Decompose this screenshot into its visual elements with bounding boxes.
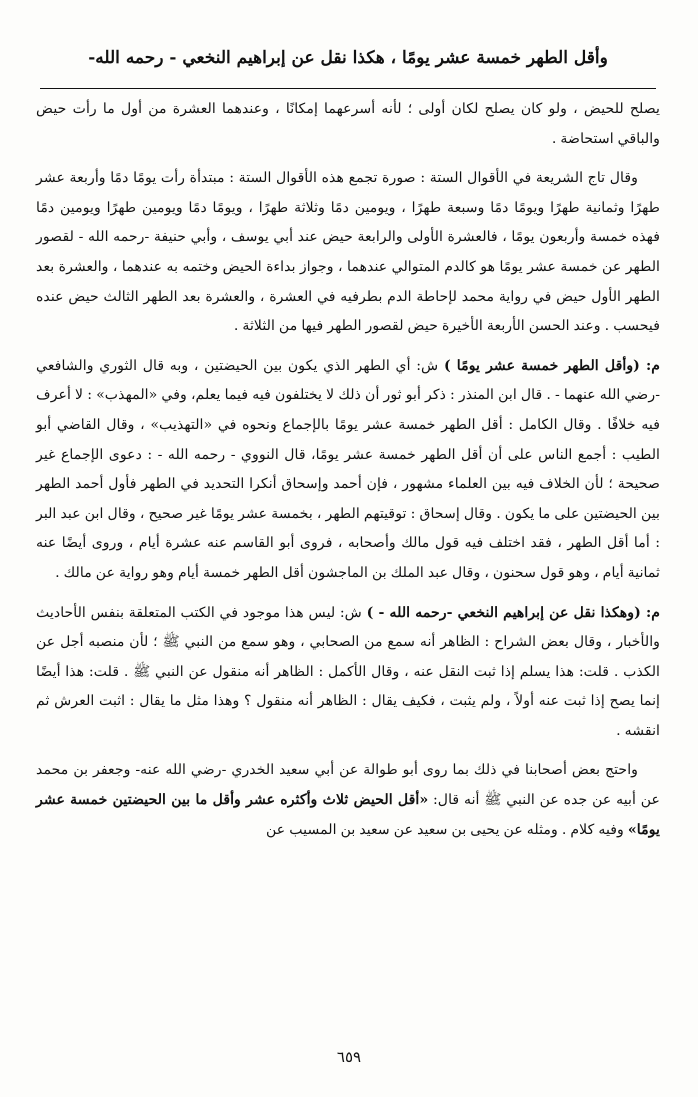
paragraph-4: م: (وهكذا نقل عن إبراهيم النخعي -رحمه الله - ) ش: ليس هذا موجود في الكتب المتعلقة بنفس الأحاديث والأخبار ، وقال بعض الشراح : الظاهر أنه سمع من الصحابي ، وهو سمع من النبي ﷺ ؛ لأن منصبه أجل عن الكذب . قلت: هذا يسلم إذا ثبت النقل عنه ، وقال الأكمل : الظاهر أنه منقول عن النبي ﷺ . قلت: هذا أيضًا إنما يصح إذا ثبت عنه أولاً ، ولم يثبت ، فكيف يقال : الظاهر أنه منقول ؟ وهذا مثل ما يقال : اثبت العرش ثم انقشه . <box>36 604 660 739</box>
matn-quote: م: (وهكذا نقل عن إبراهيم النخعي -رحمه الله - ) <box>366 604 660 621</box>
page-body <box>36 89 660 845</box>
header-title: وأقل الطهر خمسة عشر يومًا ، هكذا نقل عن إبراهيم النخعي - رحمه الله- <box>88 48 608 68</box>
page-number: ٦٥٩ <box>336 1048 362 1066</box>
paragraph-2: وقال تاج الشريعة في الأقوال الستة : صورة تجمع هذه الأقوال الستة : مبتدأة رأت يومًا دمًا وأربعة عشر طهرًا وثمانية طهرًا ويومًا دمًا وسبعة طهرًا ، ويومين دمًا وثلاثة طهرًا ، ويومًا دمًا ويومين طهرًا ويومين دمًا فهذه خمسة وأربعون يومًا ، فالعشرة الأولى والرابعة حيض عند أبي يوسف ، وأبي حنيفة -رحمه الله - لقصور الطهر عن خمسة عشر يومًا هو كالدم المتوالي عندهما ، وجواز بداءة الحيض وختمه به عندهما ، والعشرة بعد الطهر الأول حيض في رواية محمد لإحاطة الدم بطرفيه في العشرة ، والعشرة بعد الطهر الثالث حيض عنده فيحسب . وعند الحسن الأربعة الأخيرة حيض لقصور الطهر فيها من الثلاثة . <box>36 170 660 335</box>
paragraph-3: م: (وأقل الطهر خمسة عشر يومًا ) ش: أي الطهر الذي يكون بين الحيضتين ، وبه قال الثوري والشافعي -رضي الله عنهما - . قال ابن المنذر : ذكر أبو ثور أن ذلك لا يختلفون فيه فيما يعلم، وفي «المهذب» : لا أعرف فيه خلافًا . وقال الكامل : أقل الطهر خمسة عشر يومًا بالإجماع ونحوه في «التهذيب» ، وقال القاضي أبو الطيب : أجمع الناس على أن أقل الطهر خمسة عشر يومًا، قال النووي - رحمه الله - : دعوى الإجماع غير صحيحة ؛ لأن الخلاف فيه بين العلماء مشهور ، فإن أحمد وإسحاق أنكرا التحديد في الطهر فأول أحمد الطهر بين الحيضتين على ما يكون . وقال إسحاق : توقيتهم الطهر ، بخمسة عشر يومًا غير صحيح ، وقال ابن عبد البر : أما أقل الطهر ، فقد اختلف فيه قول مالك وأصحابه ، فروى أبو القاسم عنه عشرة أيام ، وروى أيضًا عنه ثمانية أيام ، وهو قول سحنون ، وقال عبد الملك بن الماجشون أقل الطهر خمسة أيام وهو رواية عن مالك . <box>36 357 661 581</box>
paragraph-5: واحتج بعض أصحابنا في ذلك بما روى أبو طوالة عن أبي سعيد الخدري -رضي الله عنه- وجعفر بن محمد عن أبيه عن جده عن النبي ﷺ أنه قال: «أقل الحيض ثلاث وأكثره عشر وأقل ما بين الحيضتين خمسة عشر يومًا» وفيه كلام . ومثله عن يحيى بن سعيد عن سعيد بن المسيب عن <box>36 762 660 838</box>
running-header <box>40 0 656 89</box>
hadith-quote: «أقل الحيض ثلاث وأكثره عشر وأقل ما بين الحيضتين خمسة عشر يومًا» <box>36 792 660 838</box>
paragraph-1: يصلح للحيض ، ولو كان يصلح لكان أولى ؛ لأنه أسرعهما إمكانًا ، وعندهما العشرة من أول ما رأت حيض والباقي استحاضة . <box>36 101 660 147</box>
matn-quote: م: (وأقل الطهر خمسة عشر يومًا ) <box>443 357 661 374</box>
